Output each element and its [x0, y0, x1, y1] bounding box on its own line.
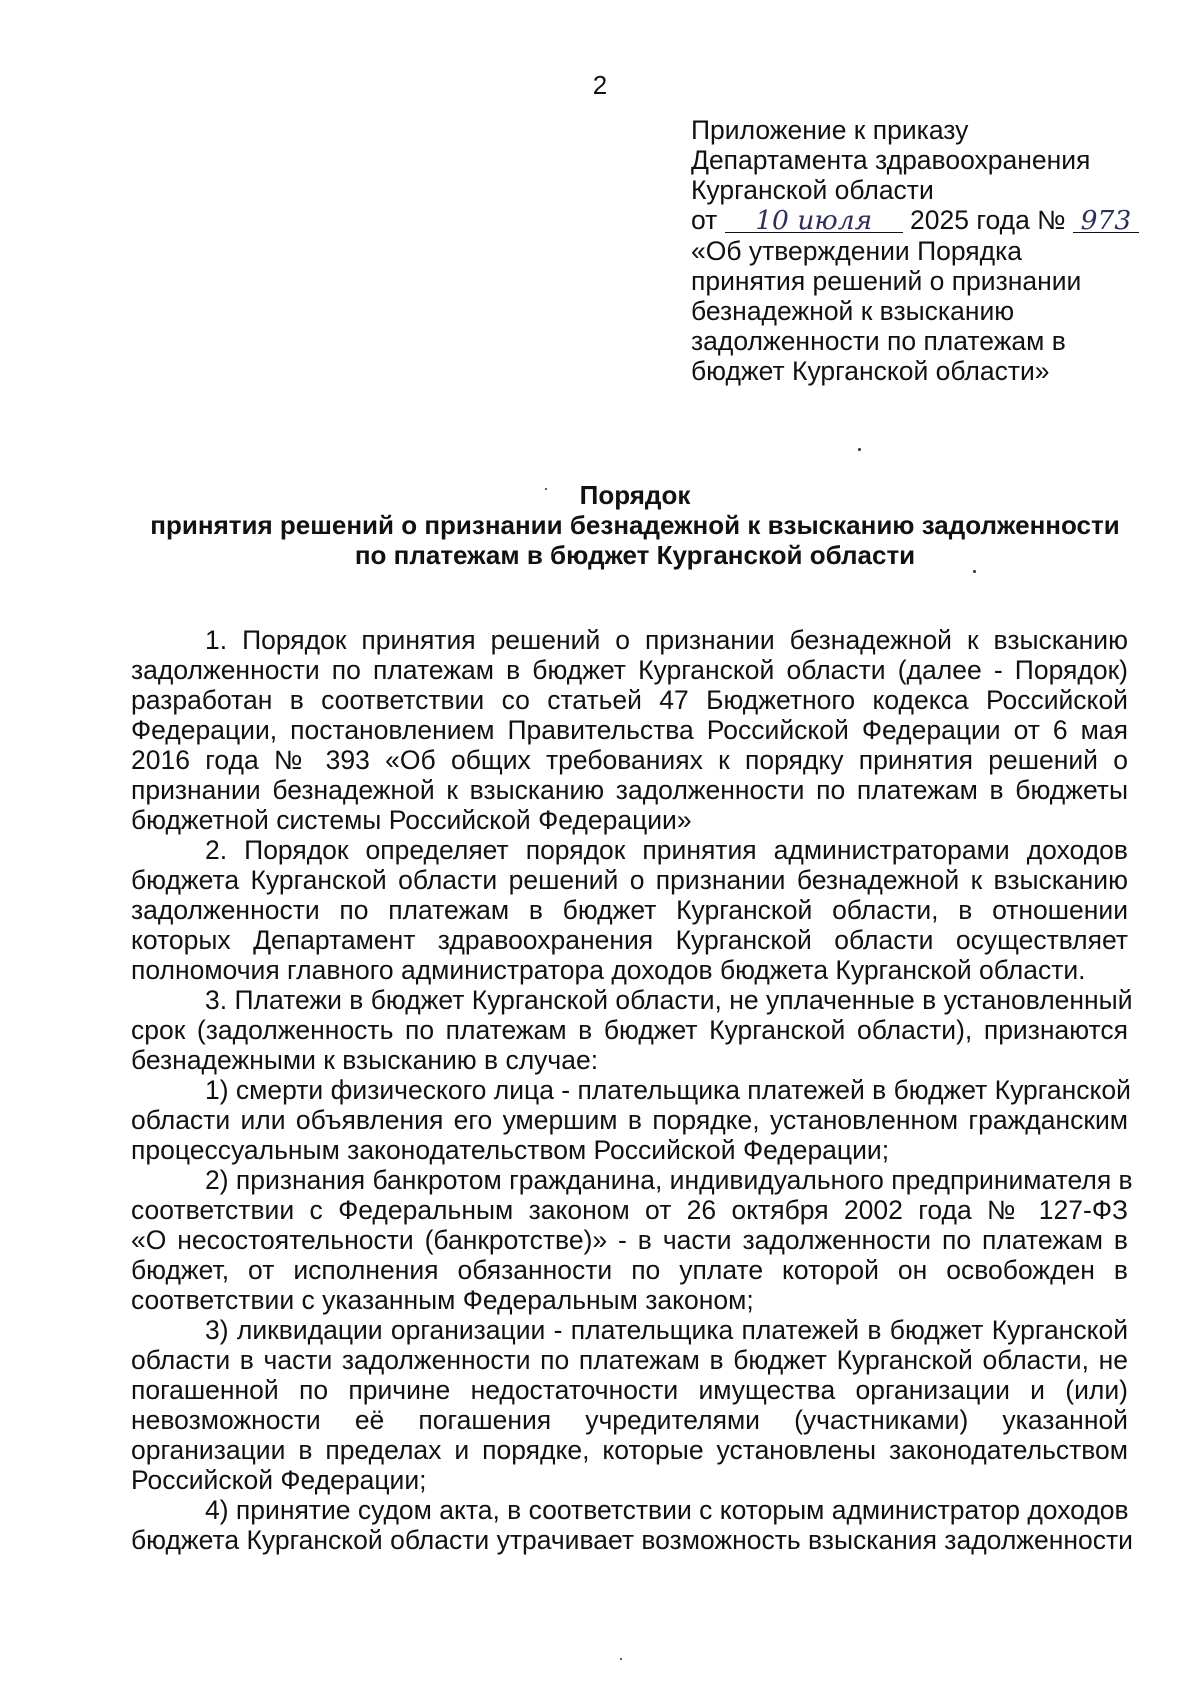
paragraph-line: области или объявления его умершим в порядке, установленном гражданским: [131, 1105, 1128, 1135]
date-prefix: от: [691, 205, 718, 235]
scan-speck: [620, 1658, 622, 1660]
appendix-order-title: безнадежной к взысканию: [691, 296, 1015, 326]
paragraph-line: организации в пределах и порядке, которые установлены законодательством: [131, 1435, 1128, 1465]
paragraph-line: области в части задолженности по платежам в бюджет Курганской области, не: [131, 1345, 1128, 1375]
scan-speck: [858, 448, 861, 451]
paragraph-line: разработан в соответствии со статьей 47 Бюджетного кодекса Российской: [131, 685, 1128, 715]
title-line: по платежам в бюджет Курганской области: [354, 540, 916, 570]
appendix-order-title: задолженности по платежам в: [691, 326, 1066, 356]
paragraph-line: задолженности по платежам в бюджет Курганской области (далее - Порядок): [131, 655, 1128, 685]
paragraph-line: 1) смерти физического лица - плательщика платежей в бюджет Курганской: [205, 1075, 1131, 1105]
document-body: [131, 625, 1133, 1555]
page-number: 2: [592, 70, 608, 100]
paragraph-line: признании безнадежной к взысканию задолженности по платежам в бюджеты: [131, 775, 1128, 805]
paragraph-p3-4: [131, 1495, 1133, 1555]
paragraph-line: которых Департамент здравоохранения Курганской области осуществляет: [131, 925, 1128, 955]
paragraph-line: 1. Порядок принятия решений о признании безнадежной к взысканию: [205, 625, 1128, 655]
paragraph-line: бюджетной системы Российской Федерации»: [131, 805, 692, 835]
paragraph-line: 3) ликвидации организации - плательщика платежей в бюджет Курганской: [205, 1315, 1128, 1345]
paragraph-p3-2: [131, 1165, 1133, 1315]
paragraph-line: 2. Порядок определяет порядок принятия администраторами доходов: [205, 835, 1128, 865]
paragraph-line: бюджета Курганской области утрачивает возможность взыскания задолженности: [131, 1525, 1133, 1555]
paragraph-p2: [131, 835, 1128, 985]
paragraph-line: 2016 года № 393 «Об общих требованиях к порядку принятия решений о: [131, 745, 1128, 775]
paragraph-p3-1: [131, 1075, 1131, 1165]
paragraph-line: полномочия главного администратора доходов бюджета Курганской области.: [131, 955, 1086, 985]
paragraph-line: погашенной по причине недостаточности имущества организации и (или): [131, 1375, 1128, 1405]
paragraph-p3: [131, 985, 1133, 1075]
paragraph-p1: [131, 625, 1128, 835]
appendix-order-title: «Об утверждении Порядка: [691, 236, 1023, 266]
handwritten-date: 10 июля: [725, 206, 903, 236]
paragraph-line: невозможности её погашения учредителями (участниками) указанной: [131, 1405, 1128, 1435]
paragraph-line: бюджета Курганской области решений о признании безнадежной к взысканию: [131, 865, 1128, 895]
paragraph-line: 3. Платежи в бюджет Курганской области, не уплаченные в установленный: [205, 985, 1133, 1015]
title-line: Порядок: [579, 480, 691, 510]
paragraph-p3-3: [131, 1315, 1128, 1495]
paragraph-line: соответствии с Федеральным законом от 26 октября 2002 года № 127-ФЗ: [131, 1195, 1128, 1225]
paragraph-line: 2) признания банкротом гражданина, индивидуального предпринимателя в: [205, 1165, 1133, 1195]
paragraph-line: соответствии с указанным Федеральным законом;: [131, 1285, 754, 1315]
handwritten-number: 973: [1073, 206, 1139, 236]
paragraph-line: 4) принятие судом акта, в соответствии с которым администратор доходов: [205, 1495, 1129, 1525]
title-line: принятия решений о признании безнадежной к взысканию задолженности: [150, 510, 1120, 540]
appendix-line: Курганской области: [691, 175, 934, 205]
appendix-date-line: [691, 205, 1151, 236]
appendix-line: Департамента здравоохранения: [691, 145, 1091, 175]
appendix-header: [691, 115, 1151, 386]
document-title: [140, 480, 1130, 570]
paragraph-line: «О несостоятельности (банкротстве)» - в части задолженности по платежам в: [131, 1225, 1128, 1255]
paragraph-line: бюджет, от исполнения обязанности по уплате которой он освобожден в: [131, 1255, 1128, 1285]
paragraph-line: безнадежными к взысканию в случае:: [131, 1045, 599, 1075]
scan-speck: [545, 488, 547, 490]
appendix-line: Приложение к приказу: [691, 115, 969, 145]
appendix-order-title: принятия решений о признании: [691, 266, 1082, 296]
scan-speck: [973, 570, 976, 573]
appendix-order-title: бюджет Курганской области»: [691, 356, 1050, 386]
paragraph-line: процессуальным законодательством Российской Федерации;: [131, 1135, 890, 1165]
paragraph-line: Федерации, постановлением Правительства Российской Федерации от 6 мая: [131, 715, 1128, 745]
paragraph-line: задолженности по платежам в бюджет Курганской области, в отношении: [131, 895, 1128, 925]
paragraph-line: Российской Федерации;: [131, 1465, 427, 1495]
paragraph-line: срок (задолженность по платежам в бюджет Курганской области), признаются: [131, 1015, 1128, 1045]
year-label: 2025 года №: [910, 205, 1066, 235]
